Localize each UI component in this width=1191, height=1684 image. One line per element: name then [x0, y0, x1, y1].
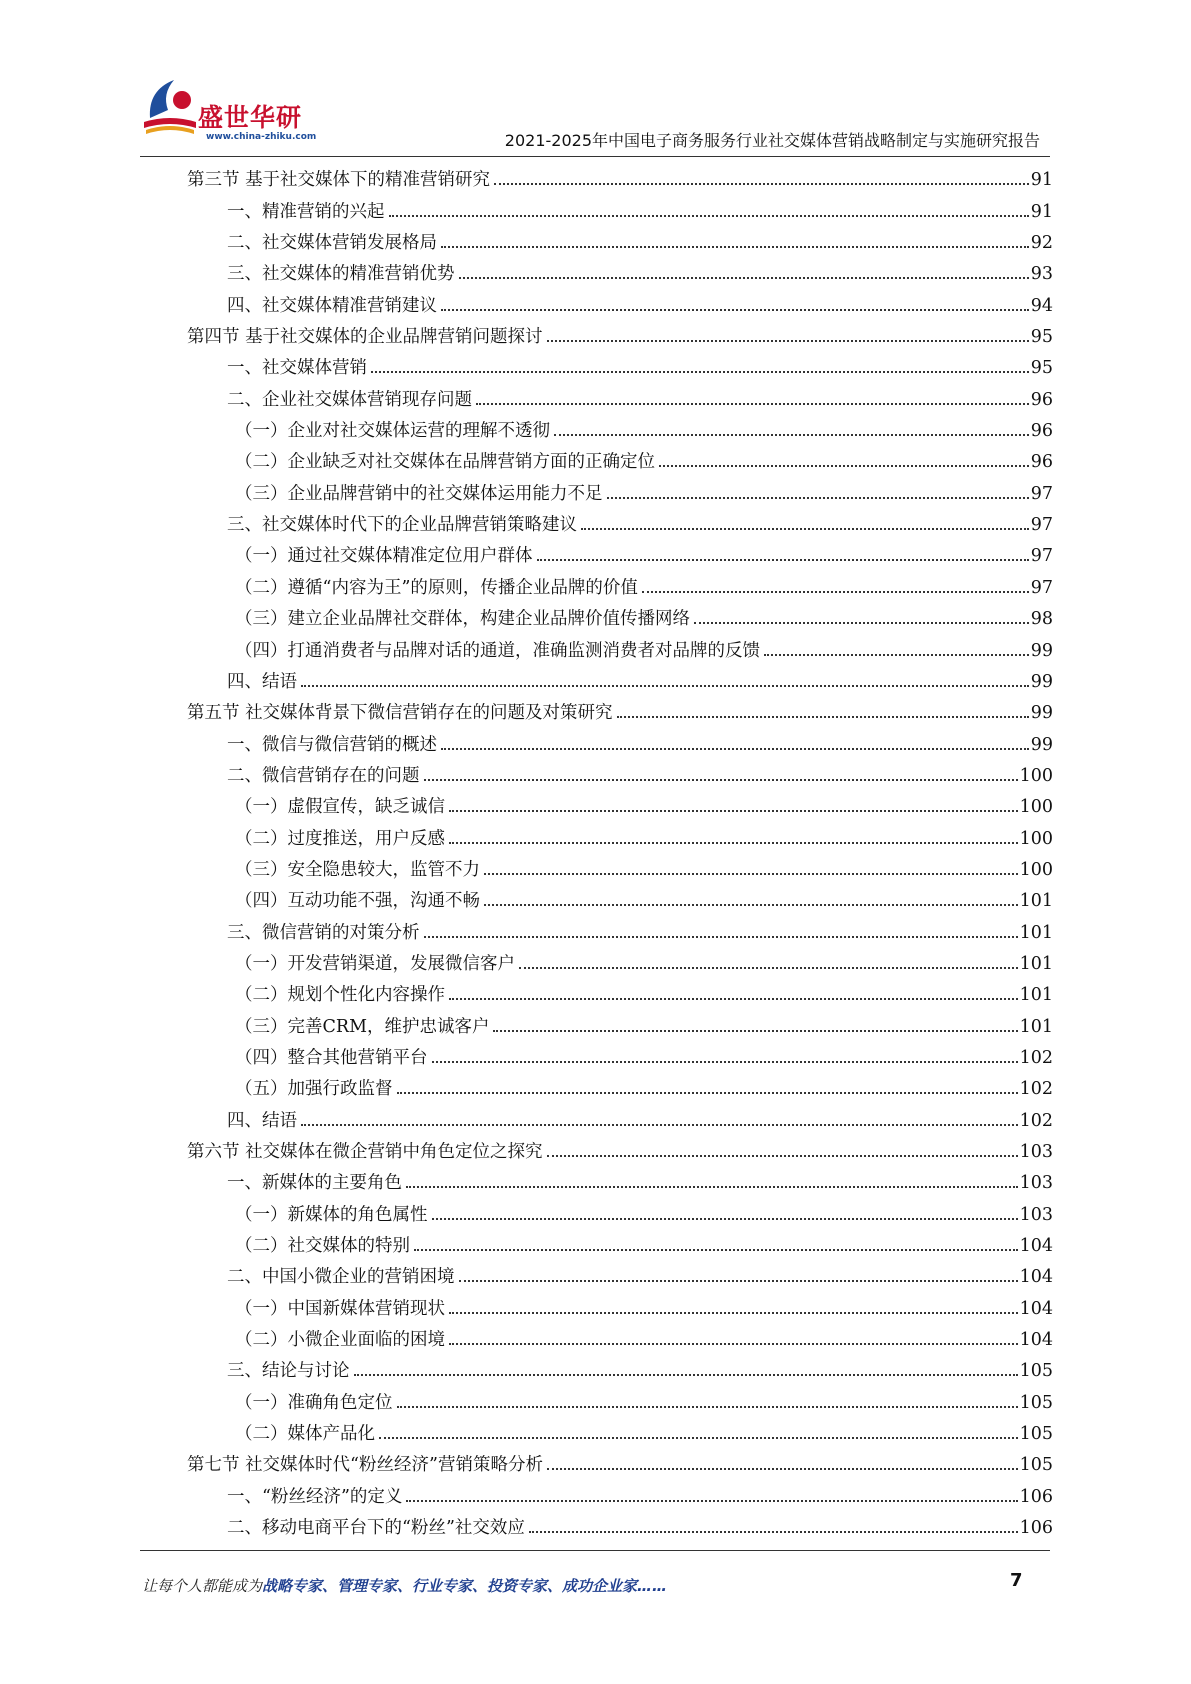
toc-leader-dots: [406, 1500, 1017, 1502]
toc-leader-dots: [694, 622, 1029, 624]
toc-entry[interactable]: [187, 1445, 1053, 1476]
toc-leader-dots: [371, 371, 1029, 373]
toc-entry-label: 三、社交媒体时代下的企业品牌营销策略建议: [227, 515, 577, 536]
toc-entry-page: 100: [1019, 765, 1053, 786]
page-number: 7: [1010, 1570, 1023, 1591]
toc-entry-label: （一）虚假宣传，缺乏诚信: [235, 797, 445, 818]
toc-leader-dots: [301, 1124, 1018, 1126]
toc-entry-page: 100: [1019, 797, 1053, 818]
toc-entry-label: （四）打通消费者与品牌对话的通道，准确监测消费者对品牌的反馈: [235, 640, 760, 661]
toc-entry[interactable]: [187, 1382, 1053, 1413]
toc-entry-label: （四）互动功能不强，沟通不畅: [235, 891, 480, 912]
toc-entry-label: （二）企业缺乏对社交媒体在品牌营销方面的正确定位: [235, 452, 655, 473]
footer-divider: [140, 1550, 1050, 1551]
toc-entry[interactable]: [187, 756, 1053, 787]
toc-entry-page: 101: [1019, 891, 1053, 912]
toc-entry[interactable]: [187, 442, 1053, 473]
toc-leader-dots: [397, 1406, 1018, 1408]
toc-entry-label: 第五节 社交媒体背景下微信营销存在的问题及对策研究: [187, 703, 613, 724]
toc-entry-page: 95: [1030, 327, 1053, 348]
toc-leader-dots: [484, 904, 1018, 906]
toc-entry-label: （一）开发营销渠道，发展微信客户: [235, 953, 515, 974]
toc-entry-page: 105: [1019, 1424, 1053, 1445]
toc-leader-dots: [764, 654, 1029, 656]
toc-entry-label: 一、微信与微信营销的概述: [227, 734, 437, 755]
toc-entry[interactable]: [187, 693, 1053, 724]
toc-entry-page: 93: [1030, 264, 1053, 285]
toc-entry-label: 一、精准营销的兴起: [227, 201, 385, 222]
toc-entry-page: 99: [1030, 640, 1053, 661]
toc-entry[interactable]: [187, 662, 1053, 693]
toc-leader-dots: [414, 1249, 1018, 1251]
toc-leader-dots: [519, 967, 1018, 969]
toc-entry-page: 98: [1030, 609, 1053, 630]
toc-entry-page: 96: [1030, 421, 1053, 442]
toc-entry[interactable]: [187, 787, 1053, 818]
logo-emblem-icon: [140, 70, 200, 140]
toc-entry[interactable]: [187, 285, 1053, 316]
toc-leader-dots: [459, 1280, 1018, 1282]
toc-entry-label: （三）建立企业品牌社交群体，构建企业品牌价值传播网络: [235, 609, 690, 630]
toc-entry-page: 103: [1019, 1204, 1053, 1225]
toc-leader-dots: [441, 748, 1029, 750]
toc-entry[interactable]: [187, 1069, 1053, 1100]
toc-entry-label: （二）社交媒体的特别: [235, 1236, 410, 1257]
toc-leader-dots: [581, 528, 1029, 530]
toc-leader-dots: [432, 1218, 1018, 1220]
toc-leader-dots: [406, 1186, 1018, 1188]
toc-entry[interactable]: [187, 1414, 1053, 1445]
toc-entry[interactable]: [187, 630, 1053, 661]
toc-leader-dots: [449, 998, 1018, 1000]
toc-entry-label: 三、社交媒体的精准营销优势: [227, 264, 455, 285]
toc-entry[interactable]: [187, 1194, 1053, 1225]
toc-entry-page: 91: [1030, 170, 1053, 191]
toc-entry[interactable]: [187, 1508, 1053, 1539]
toc-entry-label: 第四节 基于社交媒体的企业品牌营销问题探讨: [187, 327, 543, 348]
footer-slogan: [142, 1575, 667, 1596]
toc-leader-dots: [441, 246, 1029, 248]
toc-entry-page: 100: [1019, 828, 1053, 849]
toc-entry-page: 101: [1019, 953, 1053, 974]
page-header: [140, 70, 1050, 158]
toc-entry-label: （三）企业品牌营销中的社交媒体运用能力不足: [235, 483, 603, 504]
toc-entry[interactable]: [187, 1132, 1053, 1163]
toc-leader-dots: [484, 873, 1018, 875]
toc-leader-dots: [449, 810, 1018, 812]
toc-entry-label: （二）遵循“内容为王”的原则，传播企业品牌的价值: [235, 577, 638, 598]
toc-leader-dots: [554, 434, 1029, 436]
toc-entry[interactable]: [187, 1163, 1053, 1194]
toc-entry[interactable]: [187, 724, 1053, 755]
toc-entry-label: 第六节 社交媒体在微企营销中角色定位之探究: [187, 1142, 543, 1162]
toc-entry[interactable]: [187, 536, 1053, 567]
toc-entry[interactable]: [187, 379, 1053, 410]
toc-entry[interactable]: [187, 975, 1053, 1006]
toc-entry-page: 102: [1019, 1110, 1053, 1131]
toc-entry-label: 一、社交媒体营销: [227, 358, 367, 379]
toc-entry-page: 103: [1019, 1142, 1053, 1162]
toc-entry-page: 95: [1030, 358, 1053, 379]
toc-entry-label: 二、移动电商平台下的“粉丝”社交效应: [227, 1518, 525, 1539]
toc-leader-dots: [389, 215, 1029, 217]
toc-entry-label: （一）新媒体的角色属性: [235, 1204, 428, 1225]
toc-entry-page: 106: [1019, 1518, 1053, 1539]
toc-leader-dots: [547, 1155, 1018, 1157]
toc-entry[interactable]: [187, 348, 1053, 379]
toc-entry[interactable]: [187, 567, 1053, 598]
toc-entry-page: 97: [1030, 577, 1053, 598]
toc-leader-dots: [379, 1437, 1018, 1439]
toc-entry-page: 97: [1030, 546, 1053, 567]
toc-entry[interactable]: [187, 1226, 1053, 1257]
toc-leader-dots: [476, 403, 1029, 405]
toc-entry[interactable]: [187, 191, 1053, 222]
toc-entry-page: 97: [1030, 515, 1053, 536]
toc-entry-page: 91: [1030, 201, 1053, 222]
toc-leader-dots: [494, 183, 1029, 185]
toc-entry[interactable]: [187, 850, 1053, 881]
toc-entry[interactable]: [187, 160, 1053, 191]
toc-entry[interactable]: [187, 944, 1053, 975]
toc-entry[interactable]: [187, 1257, 1053, 1288]
toc-entry-page: 100: [1019, 859, 1053, 880]
toc-entry-page: 104: [1019, 1298, 1053, 1319]
toc-entry-label: （三）安全隐患较大，监管不力: [235, 859, 480, 880]
toc-leader-dots: [432, 1061, 1018, 1063]
toc-leader-dots: [617, 716, 1029, 718]
toc-entry-page: 99: [1030, 671, 1053, 692]
toc-entry-label: （二）小微企业面临的困境: [235, 1330, 445, 1351]
toc-entry[interactable]: [187, 1288, 1053, 1319]
slogan-prefix: 让每个人都能成为: [142, 1577, 263, 1595]
toc-entry-label: 二、中国小微企业的营销困境: [227, 1267, 455, 1288]
toc-entry-label: （一）通过社交媒体精准定位用户群体: [235, 546, 533, 567]
slogan-highlight: 战略专家、管理专家、行业专家、投资专家、成功企业家……: [262, 1577, 668, 1595]
toc-entry[interactable]: [187, 881, 1053, 912]
toc-entry-label: 四、社交媒体精准营销建议: [227, 295, 437, 316]
toc-entry-label: 一、新媒体的主要角色: [227, 1173, 402, 1194]
toc-entry-page: 96: [1030, 452, 1053, 473]
toc-leader-dots: [547, 1468, 1018, 1470]
toc-entry-label: 二、微信营销存在的问题: [227, 765, 420, 786]
toc-entry-label: （一）企业对社交媒体运营的理解不透彻: [235, 421, 550, 442]
toc-leader-dots: [441, 309, 1029, 311]
logo-url: www.china-zhiku.com: [206, 132, 317, 142]
company-logo: [140, 70, 340, 150]
toc-entry-label: （五）加强行政监督: [235, 1079, 393, 1100]
toc-leader-dots: [354, 1374, 1018, 1376]
toc-entry[interactable]: [187, 1320, 1053, 1351]
toc-entry[interactable]: [187, 912, 1053, 943]
toc-entry-label: （一）准确角色定位: [235, 1392, 393, 1413]
toc-leader-dots: [449, 1343, 1018, 1345]
toc-entry[interactable]: [187, 223, 1053, 254]
toc-entry-page: 101: [1019, 1016, 1053, 1037]
toc-leader-dots: [424, 936, 1018, 938]
toc-entry-page: 101: [1019, 985, 1053, 1006]
toc-entry[interactable]: [187, 317, 1053, 348]
toc-entry-page: 104: [1019, 1330, 1053, 1351]
toc-leader-dots: [449, 1312, 1018, 1314]
header-divider: [140, 156, 1050, 157]
toc-entry-label: （二）规划个性化内容操作: [235, 985, 445, 1006]
toc-entry[interactable]: [187, 818, 1053, 849]
toc-leader-dots: [537, 559, 1029, 561]
toc-entry[interactable]: [187, 1476, 1053, 1507]
toc-entry-page: 97: [1030, 483, 1053, 504]
toc-entry-page: 94: [1030, 295, 1053, 316]
toc-entry[interactable]: [187, 1351, 1053, 1382]
toc-entry-label: （二）过度推送，用户反感: [235, 828, 445, 849]
toc-entry[interactable]: [187, 411, 1053, 442]
toc-entry-page: 104: [1019, 1267, 1053, 1288]
toc-leader-dots: [659, 465, 1029, 467]
toc-entry-label: 三、结论与讨论: [227, 1361, 350, 1382]
toc-entry-label: 二、企业社交媒体营销现存问题: [227, 389, 472, 410]
toc-leader-dots: [642, 591, 1029, 593]
toc-entry-label: 一、“粉丝经济”的定义: [227, 1486, 403, 1507]
toc-leader-dots: [301, 685, 1029, 687]
toc-entry-label: （四）整合其他营销平台: [235, 1047, 428, 1068]
toc-entry[interactable]: [187, 1006, 1053, 1037]
toc-entry-page: 96: [1030, 389, 1053, 410]
toc-entry-label: 三、微信营销的对策分析: [227, 922, 420, 943]
toc-entry[interactable]: [187, 473, 1053, 504]
toc-leader-dots: [424, 779, 1018, 781]
toc-entry-page: 101: [1019, 922, 1053, 943]
toc-entry[interactable]: [187, 505, 1053, 536]
toc-entry-label: （二）媒体产品化: [235, 1424, 375, 1445]
toc-entry-page: 99: [1030, 734, 1053, 755]
toc-leader-dots: [529, 1531, 1018, 1533]
toc-entry-label: （三）完善CRM，维护忠诚客户: [235, 1016, 490, 1037]
table-of-contents: [187, 160, 1053, 1539]
toc-leader-dots: [397, 1092, 1018, 1094]
toc-entry-page: 105: [1019, 1392, 1053, 1413]
toc-entry-label: 第七节 社交媒体时代“粉丝经济”营销策略分析: [187, 1455, 543, 1476]
toc-entry-page: 102: [1019, 1047, 1053, 1068]
toc-entry-page: 105: [1019, 1455, 1053, 1476]
toc-leader-dots: [607, 497, 1029, 499]
toc-entry-label: 第三节 基于社交媒体下的精准营销研究: [187, 170, 491, 191]
logo-text: 盛世华研: [198, 103, 303, 132]
toc-entry-page: 99: [1030, 703, 1053, 724]
toc-entry-page: 102: [1019, 1079, 1053, 1100]
toc-entry-label: 四、结语: [227, 1110, 297, 1131]
toc-entry-page: 105: [1019, 1361, 1053, 1382]
toc-leader-dots: [547, 340, 1029, 342]
toc-entry[interactable]: [187, 1100, 1053, 1131]
document-title: 2021-2025年中国电子商务服务行业社交媒体营销战略制定与实施研究报告: [504, 131, 1040, 150]
toc-entry-page: 104: [1019, 1236, 1053, 1257]
toc-entry-page: 92: [1030, 233, 1053, 254]
toc-leader-dots: [493, 1030, 1017, 1032]
toc-entry[interactable]: [187, 254, 1053, 285]
toc-entry-label: （一）中国新媒体营销现状: [235, 1298, 445, 1319]
toc-entry-page: 106: [1019, 1486, 1053, 1507]
toc-entry-label: 二、社交媒体营销发展格局: [227, 233, 437, 254]
toc-entry[interactable]: [187, 1038, 1053, 1069]
toc-entry[interactable]: [187, 599, 1053, 630]
toc-leader-dots: [459, 277, 1029, 279]
toc-entry-label: 四、结语: [227, 671, 297, 692]
toc-leader-dots: [449, 842, 1018, 844]
toc-entry-page: 103: [1019, 1173, 1053, 1194]
